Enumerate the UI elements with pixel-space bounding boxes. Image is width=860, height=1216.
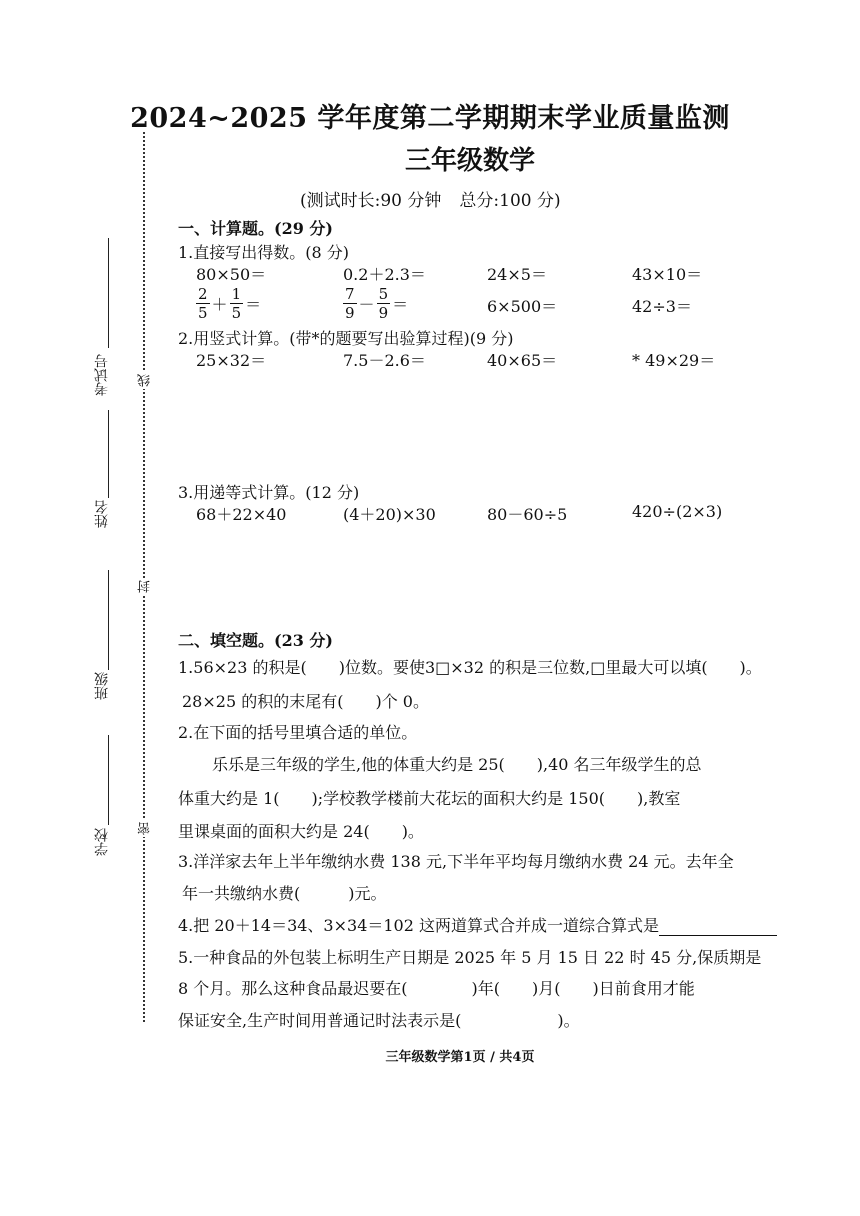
exam-no-line[interactable] — [108, 238, 109, 348]
exam-total-score: 总分:100 分) — [459, 191, 561, 211]
binding-dotted-line — [143, 132, 145, 1022]
q2-expr-2: 7.5－2.6＝ — [343, 351, 426, 370]
exam-info — [300, 186, 561, 211]
school-line[interactable] — [108, 735, 109, 825]
q1-expr-3: 24×5＝ — [487, 265, 547, 284]
cut-mark-mi: 密 — [138, 822, 153, 835]
name-line[interactable] — [108, 410, 109, 498]
exam-title: 2024~2025 学年度第二学期期末学业质量监测 — [130, 103, 730, 134]
q1-expr-7: 6×500＝ — [487, 297, 558, 316]
q2-label: 2.用竖式计算。(带*的题要写出验算过程)(9 分) — [178, 329, 514, 348]
q1-expr-8: 42÷3＝ — [632, 297, 692, 316]
fill-q2-line2: 体重大约是 1( );学校教学楼前大花坛的面积大约是 150( ),教室 — [178, 789, 681, 808]
fill-q3-line2: 年一共缴纳水费( )元。 — [182, 884, 387, 903]
q3-expr-3: 80－60÷5 — [487, 505, 568, 524]
q3-expr-1: 68＋22×40 — [196, 505, 287, 524]
q3-expr-2: (4＋20)×30 — [343, 505, 436, 524]
q1-expr-6: $\frac{7}{9}$ － $\frac{5}{9}$ ＝ — [345, 285, 409, 322]
fill-q1-line1: 1.56×23 的积是( )位数。要使3□×32 的积是三位数,□里最大可以填( )。 — [178, 658, 762, 677]
school-label: 学校 — [94, 828, 110, 856]
fraction: $\frac{1}{5}$ — [231, 285, 242, 322]
class-label: 班级 — [94, 672, 110, 700]
page-footer: 三年级数学第1页 / 共4页 — [385, 1050, 535, 1065]
section2-title: 二、填空题。(23 分) — [178, 631, 333, 650]
class-line[interactable] — [108, 570, 109, 670]
fill-q5-line3: 保证安全,生产时间用普通记时法表示是( )。 — [178, 1011, 580, 1030]
q2-expr-4: * 49×29＝ — [632, 351, 716, 370]
section1-title: 一、计算题。(29 分) — [178, 219, 333, 238]
fraction: $\frac{5}{9}$ — [378, 285, 389, 322]
name-label: 姓名 — [94, 500, 110, 528]
fill-q4-line1: 4.把 20＋14＝34、3×34＝102 这两道算式合并成一道综合算式是 — [178, 913, 777, 936]
fill-q2-label: 2.在下面的括号里填合适的单位。 — [178, 723, 418, 742]
answer-blank[interactable] — [659, 919, 777, 936]
q3-label: 3.用递等式计算。(12 分) — [178, 483, 360, 502]
fill-q1-line2: 28×25 的积的末尾有( )个 0。 — [182, 692, 429, 711]
fill-q2-line3: 里课桌面的面积大约是 24( )。 — [178, 822, 424, 841]
q3-expr-4: 420÷(2×3) — [632, 502, 723, 521]
exam-no-label: 考试号 — [94, 354, 110, 396]
q2-expr-1: 25×32＝ — [196, 351, 267, 370]
q1-expr-5: $\frac{2}{5}$ ＋ $\frac{1}{5}$ ＝ — [198, 285, 262, 322]
fill-q3-line1: 3.洋洋家去年上半年缴纳水费 138 元,下半年平均每月缴纳水费 24 元。去年全 — [178, 852, 734, 871]
q1-expr-4: 43×10＝ — [632, 265, 703, 284]
fraction: $\frac{2}{5}$ — [198, 285, 208, 322]
exam-duration: (测试时长:90 分钟 — [300, 191, 442, 211]
cut-mark-xian: 线 — [138, 374, 153, 387]
fill-q5-line2: 8 个月。那么这种食品最迟要在( )年( )月( )日前食用才能 — [178, 979, 695, 998]
fill-q2-line1: 乐乐是三年级的学生,他的体重大约是 25( ),40 名三年级学生的总 — [212, 755, 702, 774]
cut-mark-feng: 封 — [138, 580, 153, 593]
fill-q5-line1: 5.一种食品的外包装上标明生产日期是 2025 年 5 月 15 日 22 时 45 分,保质期是 — [178, 948, 762, 967]
q1-label: 1.直接写出得数。(8 分) — [178, 243, 350, 262]
q1-expr-2: 0.2＋2.3＝ — [343, 265, 426, 284]
fraction: $\frac{7}{9}$ — [345, 285, 355, 322]
exam-subtitle: 三年级数学 — [404, 146, 535, 176]
q1-expr-1: 80×50＝ — [196, 265, 267, 284]
q2-expr-3: 40×65＝ — [487, 351, 558, 370]
